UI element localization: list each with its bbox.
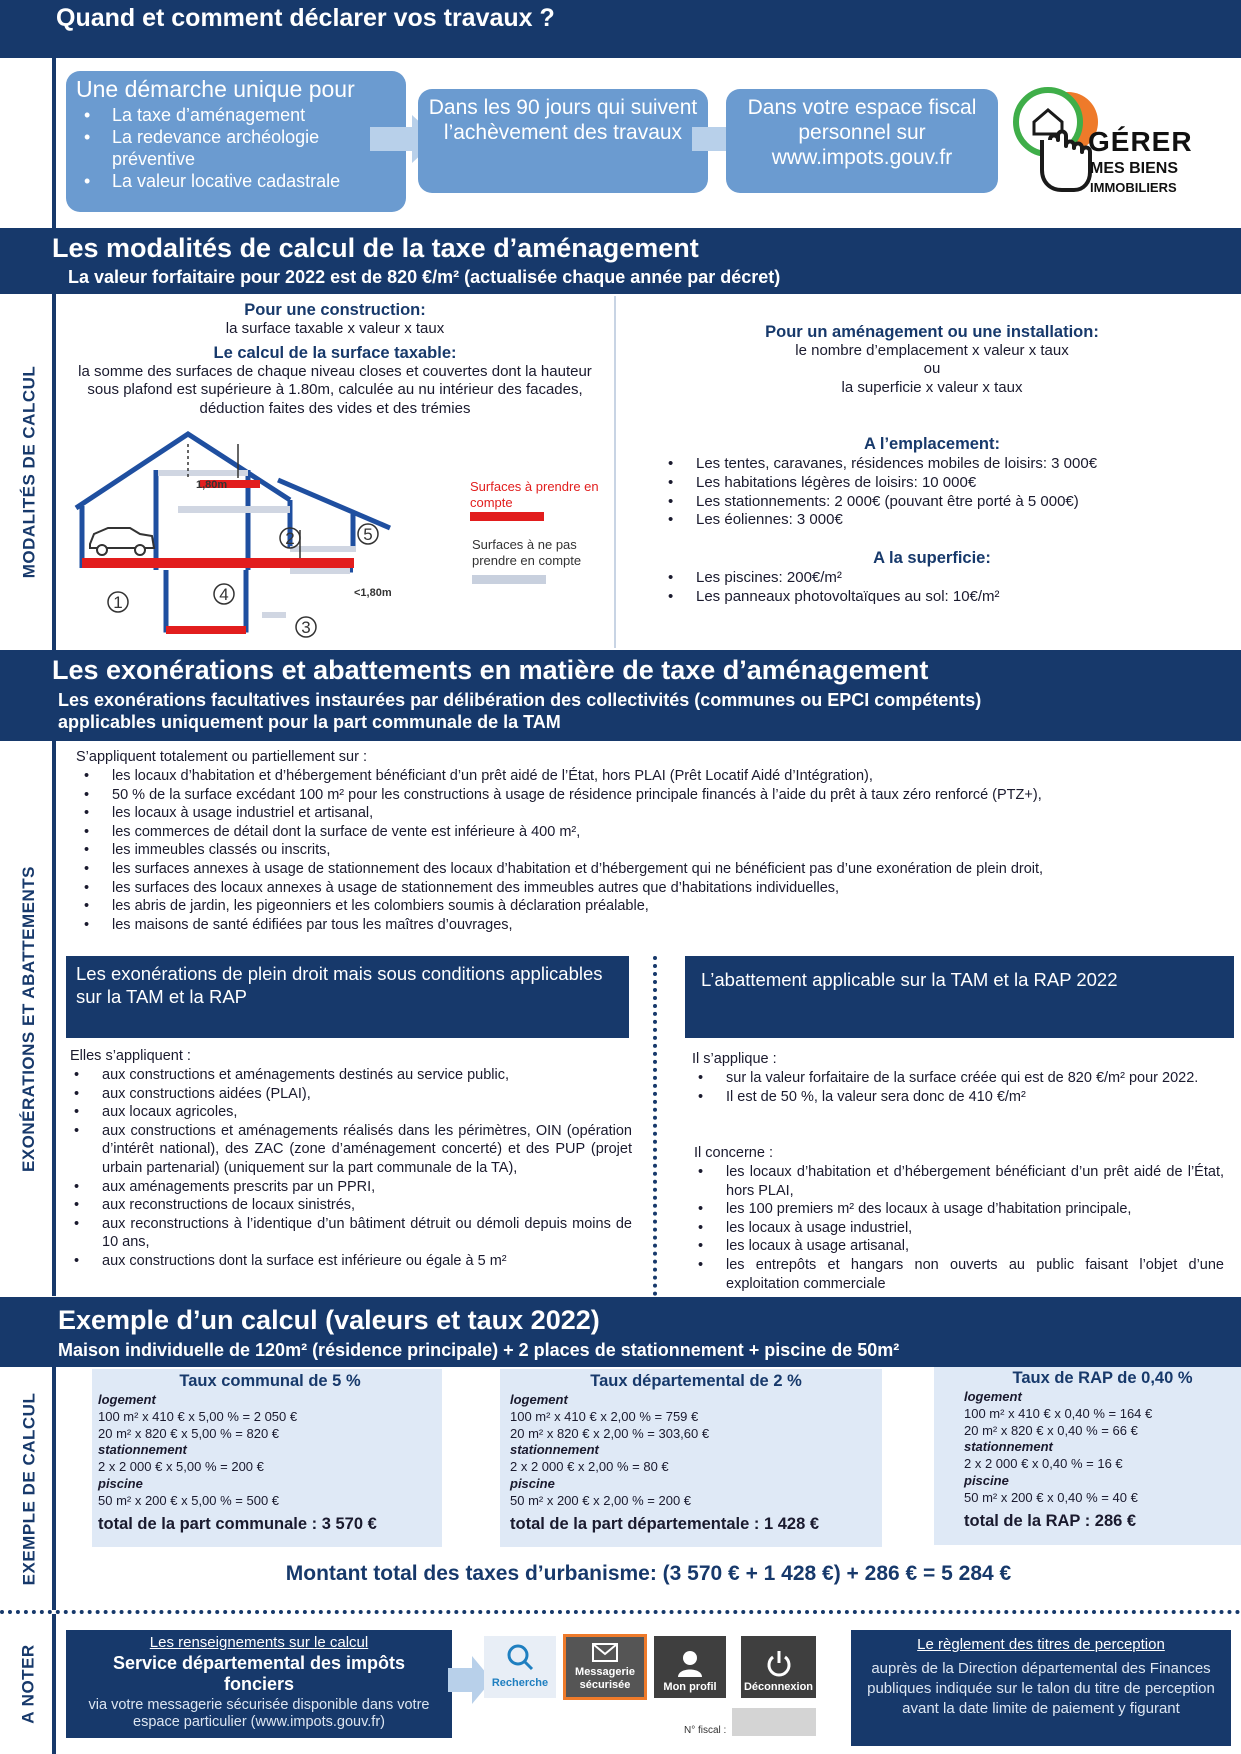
note-text: via votre messagerie sécurisée disponible dans votre espace particulier (www.impots.gouv.fr) (88, 1697, 430, 1730)
diagram-num-4: 4 (219, 585, 229, 604)
plein-droit-header (66, 956, 629, 1038)
diagram-num-2: 2 (285, 529, 295, 548)
list-item: • les immeubles classés ou inscrits, (76, 841, 1240, 860)
list-item: • les locaux à usage industriel, (690, 1219, 1224, 1238)
step-box-text: Dans votre espace fiscal personnel sur www.impots.gouv.fr (747, 96, 977, 169)
search-button[interactable] (484, 1636, 556, 1698)
column-divider (653, 956, 657, 1296)
list-item: • les locaux d’habitation et d’hébergement bénéficiant d’un prêt aidé de l’État, hors PLAI, (690, 1163, 1224, 1200)
side-label-exonerations (12, 741, 46, 1296)
list-item: • aux constructions dont la surface est inférieure ou égale à 5 m² (66, 1252, 632, 1271)
side-label-noter (12, 1614, 46, 1754)
section-title: Les modalités de calcul de la taxe d’aménagement (52, 233, 699, 263)
example-col-head: Taux de RAP de 0,40 % (1012, 1369, 1193, 1387)
note-box-calcul (66, 1630, 452, 1738)
superficie-heading: A la superficie: (873, 549, 991, 567)
exonerations-intro: S’appliquent totalement ou partiellement sur : (76, 749, 367, 765)
plein-droit-title: Les exonérations de plein droit mais sous conditions applicables sur la TAM et la RAP (76, 963, 603, 1007)
step-box-demarche (66, 71, 406, 212)
example-label: logement (964, 1389, 1022, 1404)
example-row: 2 x 2 000 € x 2,00 % = 80 € (510, 1459, 669, 1475)
list-item: • les locaux d’habitation et d’hébergement bénéficiant d’un prêt aidé de l’État, hors PLAI (Prêt Locatif Aidé d’Intégration), (76, 767, 1240, 786)
page-title: Quand et comment déclarer vos travaux ? (56, 4, 555, 32)
list-item: • sur la valeur forfaitaire de la surface créée qui est de 820 €/m² pour 2022. (690, 1069, 1224, 1088)
construction-formula: la surface taxable x valeur x taux (225, 319, 445, 337)
example-label: logement (510, 1392, 568, 1407)
secure-message-button[interactable] (563, 1634, 647, 1700)
diagram-height-label: 1,80m (196, 479, 228, 491)
amenagement-line: ou (923, 360, 941, 377)
section-subtitle: applicables uniquement pour la part communale de la TAM (58, 712, 561, 732)
list-item: • La redevance archéologie préventive (76, 126, 396, 170)
list-item: • Les habitations légères de loisirs: 10 000€ (660, 474, 1240, 493)
plein-droit-list (66, 1066, 632, 1271)
example-col-departemental (510, 1370, 882, 1532)
step-box-espace (726, 89, 998, 193)
example-row: 50 m² x 200 € x 5,00 % = 500 € (98, 1492, 280, 1508)
side-label-modalites (12, 294, 46, 650)
amenagement-heading: Pour un aménagement ou une installation: (765, 323, 1099, 341)
list-item: • aux aménagements prescrits par un PPRI, (66, 1178, 632, 1197)
logo-line-3: IMMOBILIERS (1090, 180, 1177, 195)
list-item: • Les piscines: 200€/m² (660, 569, 1240, 588)
list-item: • Il est de 50 %, la valeur sera donc de 410 €/m² (690, 1088, 1224, 1107)
example-row: 20 m² x 820 € x 5,00 % = 820 € (98, 1425, 280, 1441)
section-title: Les exonérations et abattements en matière de taxe d’aménagement (52, 655, 929, 685)
logout-button[interactable] (741, 1636, 816, 1698)
list-item: • les commerces de détail dont la surface de vente est inférieure à 400 m², (76, 823, 1240, 842)
example-label: stationnement (964, 1439, 1053, 1455)
search-label: Recherche (491, 1677, 549, 1689)
list-item: • les abris de jardin, les pigeonniers et les colombiers soumis à déclaration préalable, (76, 897, 1240, 916)
abattement-intro: Il s’applique : (692, 1051, 777, 1067)
abattement-header (685, 956, 1234, 1038)
left-rule (52, 741, 56, 1296)
construction-block (58, 301, 612, 418)
surface-heading: Le calcul de la surface taxable: (213, 344, 457, 362)
list-item: • les surfaces annexes à usage de stationnement des locaux d’habitation et d’hébergement qui ne bénéficient pas d’une exonération de plein droit, (76, 860, 1240, 879)
logo (1010, 86, 1200, 198)
grand-total: Montant total des taxes d’urbanisme: (3 570 € + 1 428 €) + 286 € = 5 284 € (285, 1562, 1012, 1585)
example-row: 50 m² x 200 € x 2,00 % = 200 € (510, 1492, 692, 1508)
abattement-list (690, 1069, 1224, 1106)
legend-red (470, 479, 610, 521)
list-item: • Les panneaux photovoltaïques au sol: 10€/m² (660, 588, 1240, 607)
list-item: • aux constructions aidées (PLAI), (66, 1085, 632, 1104)
list-item: • 50 % de la surface excédant 100 m² pour les constructions à usage de résidence principale financés à l’aide du prêt à taux zéro renforcé (PTZ+), (76, 786, 1240, 805)
logo-line-1: GÉRER (1088, 126, 1193, 157)
abattement-list-2 (690, 1163, 1224, 1293)
example-row: 20 m² x 820 € x 0,40 % = 66 € (964, 1422, 1138, 1438)
list-item: • aux constructions et aménagements destinés au service public, (66, 1066, 632, 1085)
construction-heading: Pour une construction: (244, 301, 426, 319)
diagram-height-label-small: <1,80m (354, 587, 392, 599)
example-label: piscine (510, 1475, 555, 1491)
logout-label: Déconnexion (743, 1681, 814, 1693)
secure-message-label: Messagerie sécurisée (575, 1666, 635, 1691)
legend-red-label: Surfaces à prendre en compte (470, 479, 599, 510)
step-box-text: Dans les 90 jours qui suivent l’achèvement des travaux (428, 96, 698, 144)
profile-button[interactable] (654, 1636, 726, 1698)
example-label: stationnement (98, 1442, 187, 1458)
list-item: • Les stationnements: 2 000€ (pouvant être porté à 5 000€) (660, 493, 1240, 512)
example-label: piscine (98, 1475, 143, 1491)
list-item: • La valeur locative cadastrale (76, 170, 396, 192)
section-band-exonerations (0, 650, 1241, 741)
surface-text: la somme des surfaces de chaque niveau closes et couvertes dont la hauteur sous plafond est supérieure à 1.80m, calculée au nu intérieur des facades, déduction faites des vides et des trémies (78, 362, 592, 417)
side-label-text: MODALITÉS DE CALCUL (19, 365, 39, 579)
example-col-rap (964, 1367, 1241, 1529)
note-link[interactable]: Le règlement des titres de perception (917, 1636, 1165, 1653)
power-icon (765, 1649, 793, 1677)
side-label-text: EXEMPLE DE CALCUL (19, 1392, 38, 1585)
list-item: • les locaux à usage artisanal, (690, 1237, 1224, 1256)
example-row: 50 m² x 200 € x 0,40 % = 40 € (964, 1489, 1138, 1505)
example-row: 2 x 2 000 € x 5,00 % = 200 € (98, 1459, 264, 1475)
list-item: • aux reconstructions de locaux sinistrés, (66, 1196, 632, 1215)
list-item: • les entrepôts et hangars non ouverts au public faisant l’objet d’une exploitation commerciale (690, 1256, 1224, 1293)
example-total: total de la part départementale : 1 428 € (510, 1514, 820, 1533)
section-divider (0, 1610, 1241, 1614)
side-label-text: EXONÉRATIONS ET ABATTEMENTS (19, 865, 39, 1172)
list-item: • les locaux à usage industriel et artisanal, (76, 804, 1240, 823)
example-row: 20 m² x 820 € x 2,00 % = 303,60 € (510, 1425, 710, 1441)
amenagement-line: le nombre d’emplacement x valeur x taux (795, 341, 1069, 359)
note-link[interactable]: Les renseignements sur le calcul (149, 1634, 369, 1651)
user-icon (676, 1649, 704, 1677)
example-label: piscine (964, 1472, 1009, 1488)
legend-red-swatch (470, 512, 544, 521)
diagram-num-1: 1 (113, 593, 123, 612)
section-band-modalites (0, 228, 1241, 294)
note-title: Service départemental des impôts fonciers (112, 1653, 406, 1694)
side-label-exemple (12, 1367, 46, 1610)
note-box-reglement (851, 1630, 1231, 1746)
list-item: • aux constructions et aménagements réalisés dans les périmètres, OIN (opération d’intérêt national), des ZAC (zone d’aménagement concerté) et des PUP (projet urbain partenarial) (uniquement sur la part communale de la TA), (66, 1122, 632, 1178)
left-rule (52, 294, 56, 650)
list-item: • aux reconstructions à l’identique d’un bâtiment détruit ou démoli depuis moins de 10 ans, (66, 1215, 632, 1252)
exonerations-list (76, 767, 1240, 934)
plein-droit-intro: Elles s’appliquent : (70, 1048, 191, 1064)
house-section-diagram (68, 430, 428, 644)
list-item: • les surfaces des locaux annexes à usage de stationnement des immeubles autres que d’habitations individuelles, (76, 879, 1240, 898)
column-divider (614, 296, 616, 648)
example-label: stationnement (510, 1442, 599, 1458)
superficie-list (660, 569, 1240, 607)
section-band-exemple (0, 1297, 1241, 1367)
list-item: • Les tentes, caravanes, résidences mobiles de loisirs: 3 000€ (660, 455, 1240, 474)
example-label: logement (98, 1392, 156, 1407)
example-row: 100 m² x 410 € x 2,00 % = 759 € (510, 1408, 699, 1424)
emplacement-list (660, 455, 1240, 530)
legend-grey (472, 537, 612, 584)
example-total: total de la RAP : 286 € (964, 1511, 1137, 1530)
fiscal-number-blurred (732, 1708, 816, 1736)
example-total: total de la part communale : 3 570 € (98, 1514, 377, 1533)
abattement-title: L’abattement applicable sur la TAM et la RAP 2022 (701, 969, 1118, 990)
abattement-intro-2: Il concerne : (694, 1145, 773, 1161)
list-item: • Les éoliennes: 3 000€ (660, 511, 1240, 530)
step-box-delai (418, 89, 708, 193)
envelope-icon (591, 1640, 619, 1664)
side-label-text: A NOTER (19, 1644, 38, 1724)
step-box-list (76, 104, 396, 192)
example-col-head: Taux départemental de 2 % (590, 1372, 802, 1390)
amenagement-line: la superficie x valeur x taux (841, 378, 1023, 396)
fiscal-label: N° fiscal : (684, 1725, 727, 1736)
example-col-head: Taux communal de 5 % (179, 1372, 361, 1390)
list-item: • les maisons de santé édifiées par tous les maîtres d’ouvrages, (76, 916, 1240, 935)
emplacement-heading: A l’emplacement: (863, 435, 1000, 453)
step-box-title: Une démarche unique pour (76, 76, 355, 102)
legend-grey-swatch (472, 575, 546, 584)
section-title: Exemple d’un calcul (valeurs et taux 2022) (58, 1305, 600, 1335)
diagram-num-5: 5 (363, 525, 373, 544)
example-row: 100 m² x 410 € x 5,00 % = 2 050 € (98, 1408, 298, 1424)
note-text: auprès de la Direction départemental des Finances publiques indiquée sur le talon du titre de perception avant la date limite de paiement y figurant (867, 1660, 1215, 1717)
section-subtitle: Maison individuelle de 120m² (résidence principale) + 2 places de stationnement + piscine de 50m² (58, 1340, 900, 1360)
legend-grey-label: Surfaces à ne pas prendre en compte (472, 537, 582, 568)
left-rule (52, 1614, 56, 1754)
amenagement-block (626, 323, 1238, 397)
profile-label: Mon profil (663, 1681, 717, 1693)
search-icon (505, 1642, 535, 1672)
diagram-num-3: 3 (301, 618, 311, 637)
list-item: • aux locaux agricoles, (66, 1103, 632, 1122)
section-subtitle: Les exonérations facultatives instaurées par délibération des collectivités (communes ou EPCI compétents) (58, 690, 982, 710)
logo-line-2: MES BIENS (1090, 160, 1179, 177)
list-item: • les 100 premiers m² des locaux à usage d’habitation principale, (690, 1200, 1224, 1219)
header-band (0, 0, 1241, 58)
left-rule (52, 58, 56, 228)
example-row: 100 m² x 410 € x 0,40 % = 164 € (964, 1405, 1153, 1421)
list-item: • La taxe d’aménagement (76, 104, 396, 126)
section-subtitle: La valeur forfaitaire pour 2022 est de 820 €/m² (actualisée chaque année par décret) (68, 267, 781, 287)
example-row: 2 x 2 000 € x 0,40 % = 16 € (964, 1456, 1123, 1472)
example-col-communal (98, 1370, 442, 1532)
